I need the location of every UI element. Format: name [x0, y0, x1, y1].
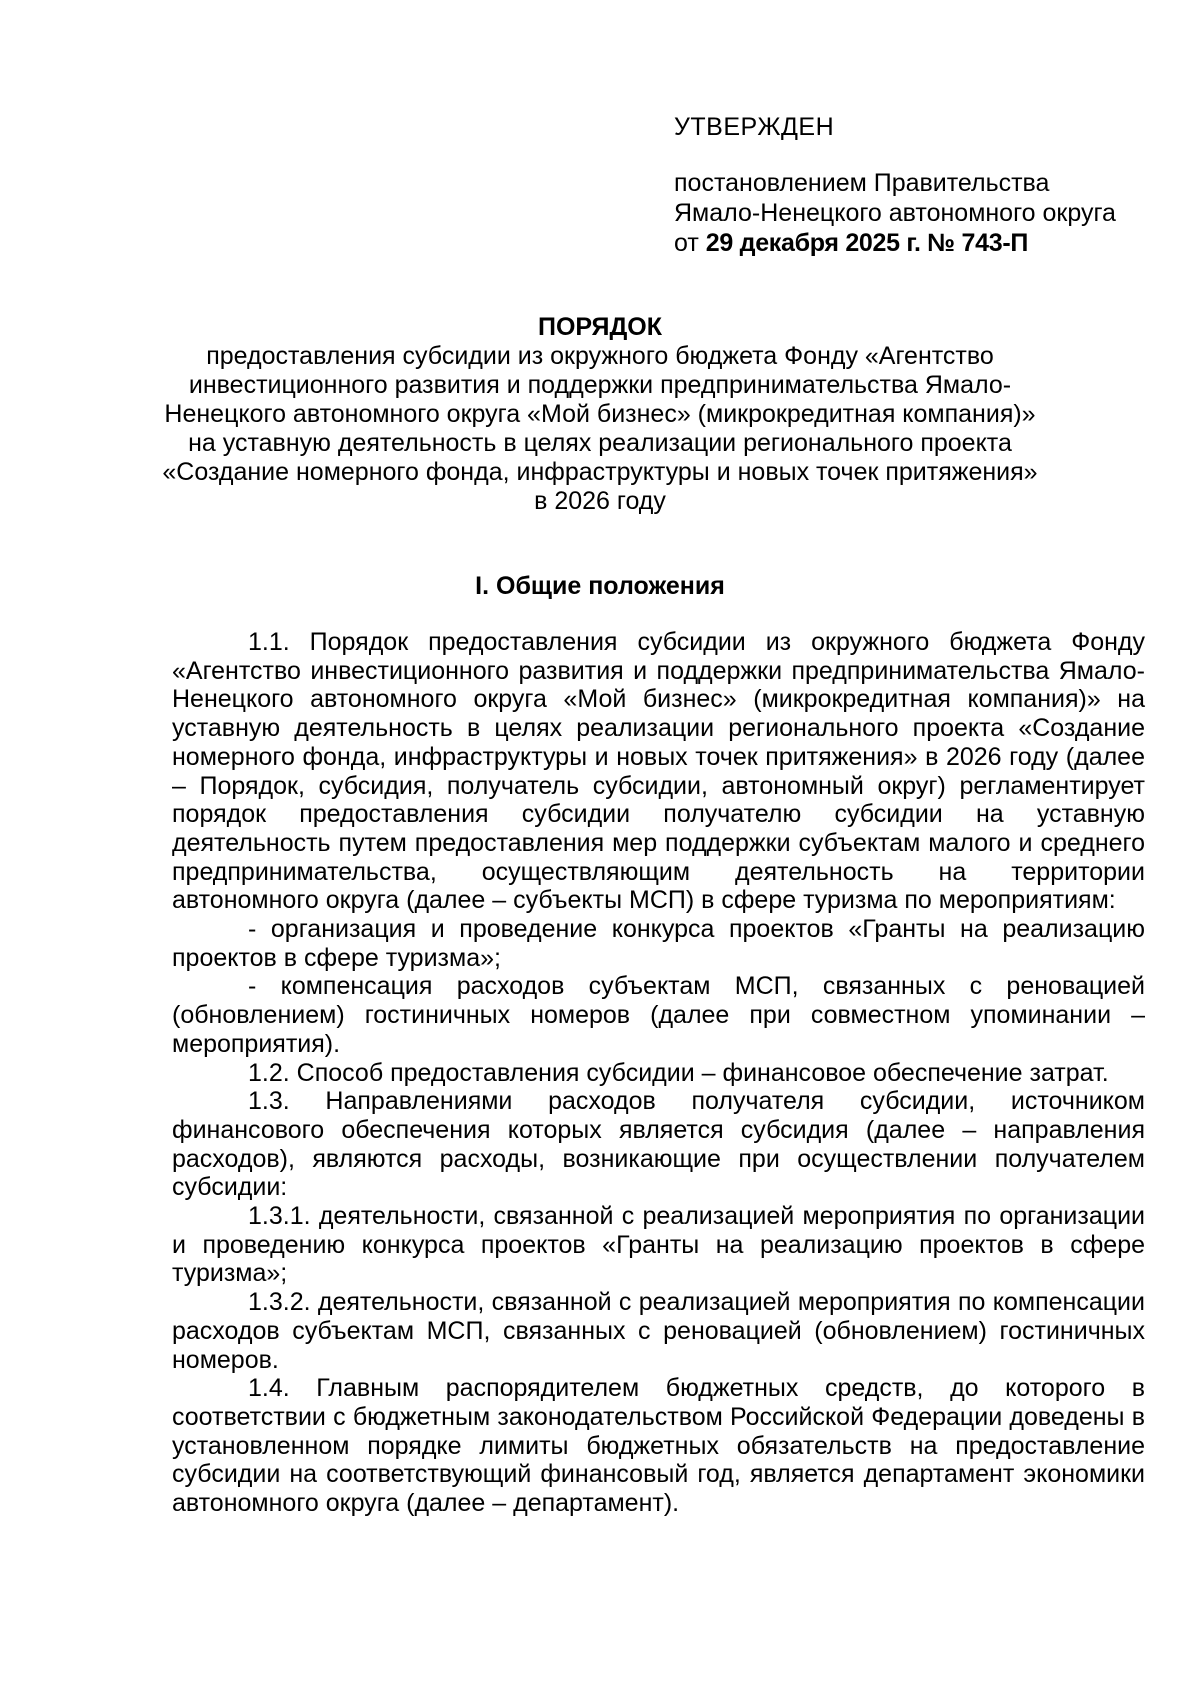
approval-date-prefix: от	[674, 229, 706, 257]
approval-block	[674, 112, 1154, 258]
document-subtitle-line: «Создание номерного фонда, инфраструктуры и новых точек притяжения»	[162, 458, 1038, 486]
approval-line-2: Ямало-Ненецкого автономного округа	[674, 199, 1116, 227]
document-title-block	[150, 312, 1050, 516]
paragraph-1-3-2: 1.3.2. деятельности, связанной с реализацией мероприятия по компенсации расходов субъектам МСП, связанных с реновацией (обновлением) гостиничных номеров.	[172, 1288, 1145, 1374]
document-subtitle-line: в 2026 году	[534, 487, 666, 515]
paragraph-1-2: 1.2. Способ предоставления субсидии – финансовое обеспечение затрат.	[248, 1058, 1109, 1087]
paragraph-1-1: 1.1. Порядок предоставления субсидии из окружного бюджета Фонду «Агентство инвестиционного развития и поддержки предпринимательства Ямало-Ненецкого автономного округа «Мой бизнес» (микрокредитная компания)» на уставную деятельность в целях реализации регионального проекта «Создание номерного фонда, инфраструктуры и новых точек притяжения» в 2026 году (далее – Порядок, субсидия, получатель субсидии, автономный округ) регламентирует порядок предоставления субсидии получателю субсидии на уставную деятельность путем предоставления мер поддержки субъектам малого и среднего предпринимательства, осуществляющим деятельность на территории автономного округа (далее – субъекты МСП) в сфере туризма по мероприятиям:	[172, 628, 1145, 915]
section-heading: I. Общие положения	[475, 572, 725, 600]
paragraph-1-3: 1.3. Направлениями расходов получателя субсидии, источником финансового обеспечения которых является субсидия (далее – направления расходов), являются расходы, возникающие при осуществлении получателем субсидии:	[172, 1087, 1145, 1202]
document-subtitle-line: инвестиционного развития и поддержки предпринимательства Ямало-	[188, 371, 1012, 399]
bullet-item-grants: - организация и проведение конкурса проектов «Гранты на реализацию проектов в сфере туризма»;	[172, 915, 1145, 972]
document-subtitle-line: Ненецкого автономного округа «Мой бизнес» (микрокредитная компания)»	[164, 400, 1036, 428]
paragraph-1-3-1: 1.3.1. деятельности, связанной с реализацией мероприятия по организации и проведению конкурса проектов «Гранты на реализацию проектов в сфере туризма»;	[172, 1202, 1145, 1288]
document-subtitle-line: предоставления субсидии из окружного бюджета Фонду «Агентство	[206, 342, 994, 370]
document-subtitle-line: на уставную деятельность в целях реализации регионального проекта	[188, 429, 1012, 457]
bullet-item-compensation: - компенсация расходов субъектам МСП, связанных с реновацией (обновлением) гостиничных номеров (далее при совместном упоминании – мероприятия).	[172, 972, 1145, 1058]
section-body	[172, 628, 1145, 1518]
approved-label: УТВЕРЖДЕН	[674, 113, 835, 141]
approval-date-number: 29 декабря 2025 г. № 743-П	[705, 229, 1029, 257]
document-title: ПОРЯДОК	[538, 313, 662, 341]
approval-date-line	[674, 228, 1154, 258]
paragraph-1-4: 1.4. Главным распорядителем бюджетных средств, до которого в соответствии с бюджетным законодательством Российской Федерации доведены в установленном порядке лимиты бюджетных обязательств на предоставление субсидии на соответствующий финансовый год, является департамент экономики автономного округа (далее – департамент).	[172, 1374, 1145, 1518]
approval-line-1: постановлением Правительства	[674, 169, 1050, 197]
